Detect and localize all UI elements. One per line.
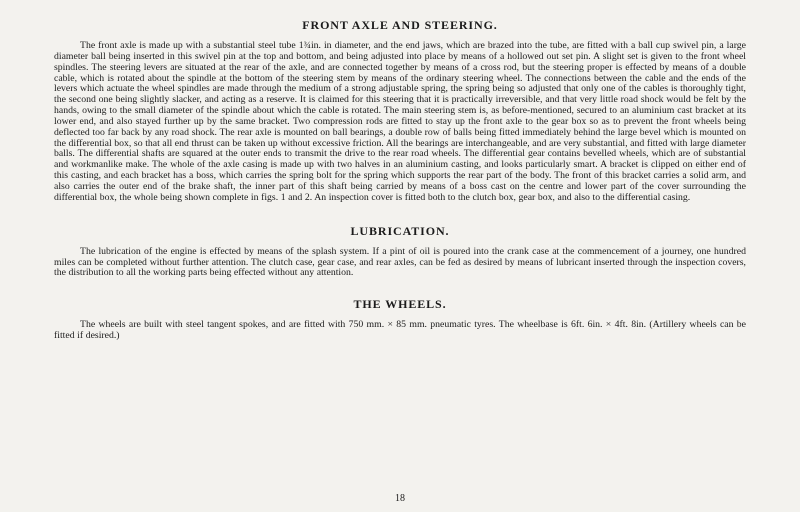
section-paragraph: The lubrication of the engine is effected by means of the splash system. If a pint of oil is poured into the crank case at the commencement of a journey, one hundred miles can be completed without further attention. The clutch case, gear case, and rear axles, can be fed as desired by means of lubricant inserted through the inspection covers, the distribution to all the working parts being effected without any attention.: [54, 245, 746, 279]
section-lubrication: [54, 224, 746, 280]
section-heading: THE WHEELS.: [353, 297, 447, 312]
page-number: 18: [395, 493, 405, 504]
section-paragraph: The front axle is made up with a substantial steel tube 1¾in. in diameter, and the end jaws, which are brazed into the tube, are fitted with a ball cup swivel pin, a large diameter ball being inserted in this swivel pin at the top and bottom, and being adjusted into place by means of a hollowed out set pin. A slight set is given to the front wheel spindles. The steering levers are situated at the rear of the axle, and are connected together by means of a cross rod, but the steering proper is effected by means of a double cable, which is rotated about the spindle at the bottom of the steering stem by means of the ordinary steering wheel. The connections between the cable and the ends of the levers which actuate the wheel spindles are made through the medium of a strong adjustable spring, the spring being so adjusted that only one of the cables is thoroughly tight, the second one being slightly slacker, and acting as a reserve. It is claimed for this steering that it is practically irreversible, and that very little road shock would be felt by the hands, owing to the small diameter of the spindle about which the cable is rotated. The main steering stem is, as before-mentioned, secured to an aluminium cast bracket at its lower end, and also stayed further up by the same bracket. Two compression rods are fitted to stay up the front axle to the gear box so as to prevent the front wheels being deflected too far back by any road shock. The rear axle is mounted on ball bearings, a double row of balls being fitted immediately behind the large bevel which is mounted on the differential box, so that all end thrust can be taken up without excessive friction. All the bearings are interchangeable, and are very substantial, and fitted with large diameter balls. The differential shafts are squared at the outer ends to transmit the drive to the rear road wheels. The differential gear contains bevelled wheels, which are of substantial and workmanlike make. The whole of the axle casing is made up with two halves in an aluminium casting, and looks particularly smart. A bracket is clipped on either end of this casting, and each bracket has a boss, which carries the spring bolt for the spring which supports the rear part of the body. The front of this bracket carries a solid arm, and also carries the outer end of the brake shaft, the inner part of this shaft being carried by means of a boss cast on the centre and lower part of the cover surrounding the differential box, the whole being shown complete in figs. 1 and 2. An inspection cover is fitted both to the clutch box, gear box, and also to the differential casing.: [54, 40, 746, 203]
section-paragraph: The wheels are built with steel tangent spokes, and are fitted with 750 mm. × 85 mm. pneumatic tyres. The wheelbase is 6ft. 6in. × 4ft. 8in. (Artillery wheels can be fitted if desired.): [54, 319, 746, 342]
section-heading: FRONT AXLE AND STEERING.: [302, 18, 498, 32]
section-the-wheels: [54, 297, 746, 342]
section-front-axle-steering: [54, 18, 746, 204]
section-heading: LUBRICATION.: [350, 223, 450, 238]
